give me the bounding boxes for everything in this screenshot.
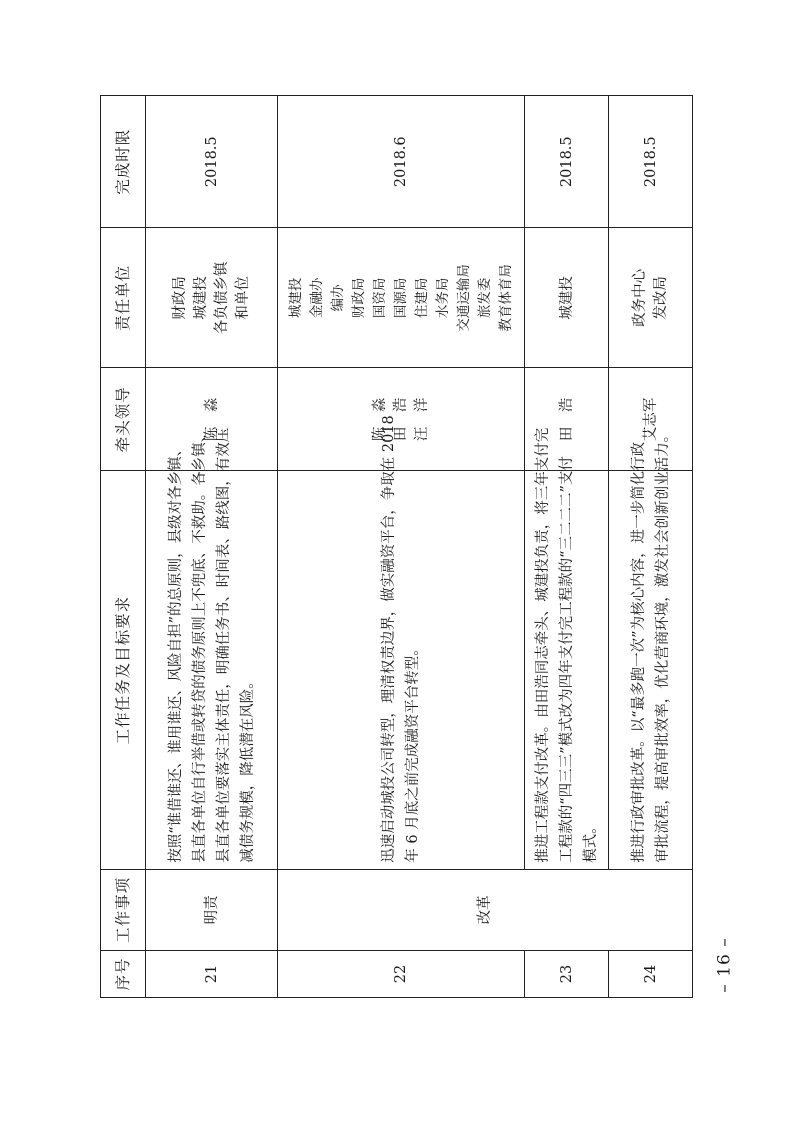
- task-line: 迅速启动城投公司转型，理清权责边界，做实融资平台，争取在 2018: [381, 415, 397, 863]
- table-row: [525, 96, 609, 998]
- unit-name: 金融办: [308, 277, 325, 319]
- unit-name: 交通运输局: [455, 264, 472, 332]
- task-line: 审批流程，提高审批效率，优化营商环境，激发社会创新创业活力。: [654, 427, 671, 863]
- unit-name: 国源局: [392, 277, 409, 319]
- leader-name: 田 浩: [392, 397, 409, 442]
- unit-name: 国资局: [371, 277, 388, 319]
- leader-name: 艾志军: [642, 397, 659, 442]
- unit-name: 政务中心: [631, 268, 648, 327]
- task-line: 减债务规模，降低潜在风险。: [239, 674, 256, 863]
- row-no: 23: [525, 951, 609, 998]
- unit-name: 财政局: [171, 276, 188, 320]
- row-item: 明责: [146, 869, 278, 950]
- row-units: [609, 228, 693, 368]
- task-line: 模式。: [582, 819, 599, 863]
- row-no: 24: [609, 951, 693, 998]
- row-task: [146, 427, 278, 869]
- row-deadline: 2018.5: [146, 96, 278, 228]
- row-no: 21: [146, 951, 278, 998]
- unit-name: 财政局: [350, 277, 367, 319]
- header-unit: 责任单位: [101, 228, 146, 368]
- table-row: [609, 96, 693, 998]
- unit-name: 和单位: [234, 276, 251, 320]
- unit-name: 城建投: [192, 276, 209, 320]
- table-header-row: [101, 96, 146, 998]
- unit-name: 水务局: [434, 277, 451, 319]
- task-line: 推进行政审批改革。以“最多跑一次”为核心内容，进一步简化行政: [630, 441, 647, 863]
- task-line: 县直各单位自行举借或转贷的债务原则上不兜底、不救助。各乡镇、: [191, 427, 208, 863]
- unit-name: 住建局: [413, 277, 430, 319]
- task-line: 县直各单位要落实主体责任，明确任务书、时间表、路线图，有效压: [215, 427, 232, 863]
- unit-name: 旅发委: [476, 277, 493, 319]
- row-deadline: 2018.6: [278, 96, 525, 228]
- unit-name: 城建投: [287, 277, 304, 319]
- header-leader: 牵头领导: [101, 368, 146, 471]
- row-deadline: 2018.5: [609, 96, 693, 228]
- unit-name: 城建投: [558, 276, 575, 320]
- row-leaders: [609, 368, 693, 471]
- task-line: 推进工程款支付改革。由田浩同志牵头、城建投负责，将三年支付完: [534, 427, 551, 863]
- row-no: 22: [278, 951, 525, 998]
- unit-name: 编办: [329, 284, 346, 312]
- leader-name: 陈 淼: [203, 397, 220, 442]
- page-number-text: – 16 –: [715, 937, 736, 993]
- rotated-table-wrapper: [100, 95, 691, 998]
- header-item: 工作事项: [101, 869, 146, 950]
- unit-name: 发改局: [652, 276, 669, 320]
- row-item: 改革: [278, 869, 693, 950]
- row-task: [525, 427, 609, 869]
- row-units: [525, 228, 609, 368]
- leader-name: 陈 淼: [371, 397, 388, 442]
- leader-name: 田 浩: [558, 397, 575, 442]
- row-units: [146, 228, 278, 368]
- task-line: 年 6 月底之前完成融资平台转型。: [405, 641, 421, 863]
- leader-name: 汪 洋: [413, 397, 430, 442]
- task-line: 工程款的“四三三”模式改为四年支付完工程款的“三二二二”支付: [558, 456, 575, 863]
- header-task: 工作任务及目标要求: [101, 471, 146, 869]
- page-number: [705, 920, 745, 1010]
- row-leaders: [146, 368, 278, 471]
- row-task: [609, 427, 693, 869]
- unit-name: 各负债乡镇: [213, 261, 230, 335]
- row-leaders: [278, 368, 525, 471]
- table-row: [278, 96, 525, 998]
- table-row: [146, 96, 278, 998]
- work-task-table: [100, 95, 693, 998]
- task-line: 按照“谁借谁还、谁用谁还、风险自担”的总原则，县级对各乡镇、: [167, 441, 184, 863]
- header-no: 序号: [101, 951, 146, 998]
- row-units: [278, 228, 525, 368]
- unit-name: 教育体育局: [497, 264, 514, 332]
- header-deadline: 完成时限: [101, 96, 146, 228]
- row-deadline: 2018.5: [525, 96, 609, 228]
